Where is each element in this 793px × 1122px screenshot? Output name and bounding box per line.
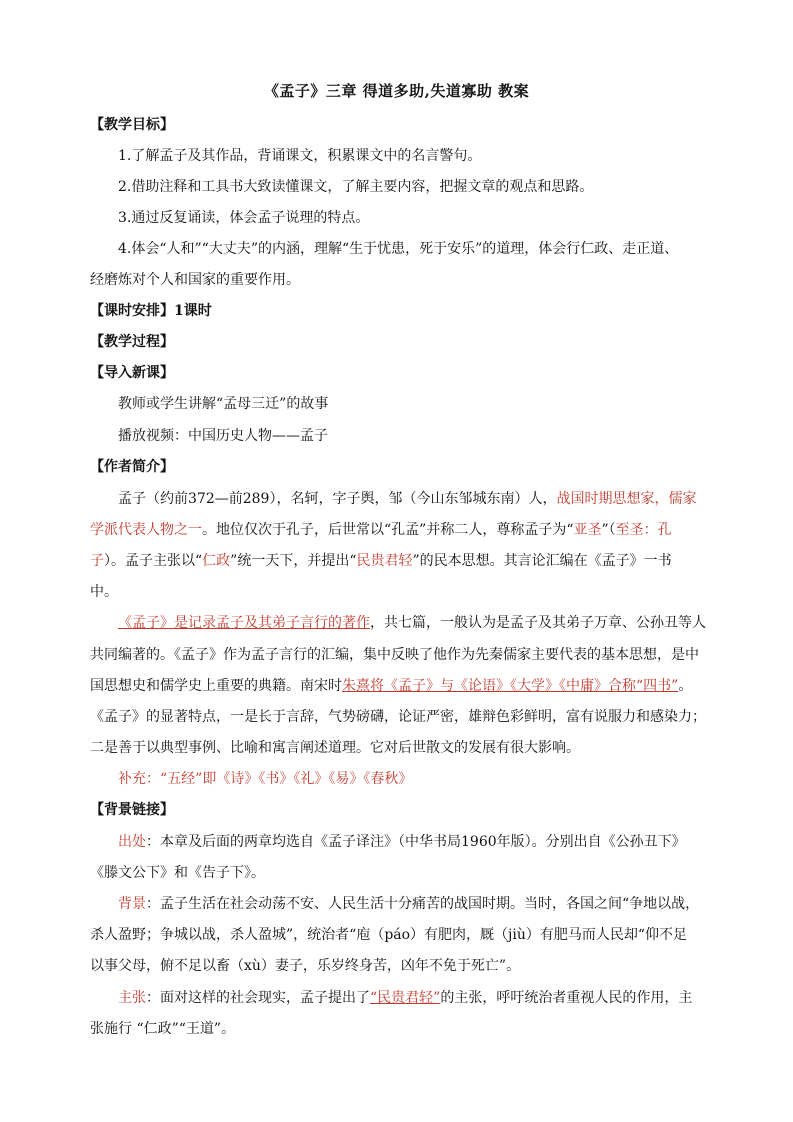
schedule-heading: 【课时安排】 bbox=[90, 303, 174, 319]
author-paragraph-line bbox=[90, 522, 700, 538]
author-text: 。地位仅次于孔子，后世常以“孔孟”并称二人，尊称孟子为“ bbox=[202, 522, 574, 538]
work-paragraph-line: 《孟子》的显著特点，一是长于言辞，气势磅礴，论证严密，雄辩色彩鲜明，富有说服力和感染力； bbox=[90, 709, 706, 725]
claim-label: 主张 bbox=[118, 990, 146, 1006]
background-line: 以事父母，俯不足以畜（xù）妻子，乐岁终身苦，凶年不免于死亡”。 bbox=[90, 958, 521, 974]
work-highlight: 《孟子》是记录孟子及其弟子言行的著作 bbox=[118, 615, 370, 631]
claim-line: 张施行 “仁政”“王道”。 bbox=[90, 1021, 236, 1037]
author-text: 孟子（约前372—前289），名轲，字子舆，邹（今山东邹城东南）人， bbox=[118, 491, 557, 507]
author-highlight: 民贵君轻 bbox=[356, 553, 413, 569]
author-paragraph-line: 中。 bbox=[90, 584, 118, 600]
author-text: ）。孟子主张以“ bbox=[104, 553, 203, 569]
author-highlight: 至圣：孔 bbox=[615, 522, 672, 538]
author-highlight: 仁政 bbox=[202, 553, 231, 569]
work-paragraph-line: 共同编著的。《孟子》作为孟子言行的汇编，集中反映了他作为先秦儒家主要代表的基本思想，是中 bbox=[90, 647, 699, 663]
background-line: 杀人盈野；争城以战，杀人盈城”，统治者“庖（páo）有肥肉，厩（jiù）有肥马而人民却“仰不足 bbox=[90, 927, 688, 943]
intro-line: 播放视频：中国历史人物——孟子 bbox=[118, 428, 328, 444]
source-line bbox=[118, 834, 728, 850]
author-text: ”的民本思想。其言论汇编在《孟子》一书 bbox=[412, 553, 672, 569]
work-paragraph-line: 二是善于以典型事例、比喻和寓言阐述道理。它对后世散文的发展有很大影响。 bbox=[90, 740, 580, 756]
objective-item-continued: 经磨炼对个人和国家的重要作用。 bbox=[90, 272, 300, 288]
document-title: 《孟子》三章 得道多助,失道寡助 教案 bbox=[263, 82, 530, 100]
supplement-note: 补充：“五经”即《诗》《书》《礼》《易》《春秋》 bbox=[118, 771, 413, 787]
source-label: 出处 bbox=[118, 834, 146, 850]
author-highlight: 子 bbox=[90, 553, 104, 569]
work-text: 国思想史和儒学史上重要的典籍。南宋时 bbox=[90, 678, 342, 694]
intro-heading: 【导入新课】 bbox=[90, 365, 174, 381]
background-label: 背景 bbox=[118, 896, 146, 912]
claim-text: 的主张，呼吁统治者重视人民的作用，主 bbox=[440, 990, 693, 1006]
claim-line bbox=[118, 990, 728, 1006]
author-heading: 【作者简介】 bbox=[90, 459, 174, 475]
intro-line: 教师或学生讲解“孟母三迁”的故事 bbox=[118, 396, 329, 412]
schedule-line bbox=[90, 303, 700, 319]
schedule-value: 1课时 bbox=[174, 303, 212, 319]
claim-highlight: “民贵君轻” bbox=[370, 990, 441, 1006]
author-highlight: 战国时期思想家，儒家 bbox=[556, 491, 697, 507]
work-highlight: 朱熹将《孟子》与《论语》《大学》《中庸》合称“四书” bbox=[342, 678, 679, 694]
objectives-heading: 【教学目标】 bbox=[90, 117, 174, 133]
background-line bbox=[118, 896, 728, 912]
objective-item: 3.通过反复诵读，体会孟子说理的特点。 bbox=[118, 210, 370, 226]
process-heading: 【教学过程】 bbox=[90, 334, 174, 350]
author-highlight: 亚圣 bbox=[573, 522, 602, 538]
source-text: ：本章及后面的两章均选自《孟子译注》（中华书局1960年版）。分别出自《公孙丑下》 bbox=[146, 834, 686, 850]
source-line: 《滕文公下》和《告子下》。 bbox=[90, 865, 265, 881]
work-text: ，共七篇，一般认为是孟子及其弟子万章、公孙丑等人 bbox=[370, 615, 706, 631]
author-text: ”（ bbox=[601, 522, 616, 538]
work-paragraph-line bbox=[90, 678, 700, 694]
work-paragraph-line bbox=[118, 615, 728, 631]
author-paragraph-line bbox=[90, 553, 700, 569]
objective-item: 1.了解孟子及其作品，背诵课文，积累课文中的名言警句。 bbox=[118, 148, 482, 164]
objective-item: 4.体会“人和”“大丈夫”的内涵，理解“生于忧患，死于安乐”的道理，体会行仁政、走正道、 bbox=[118, 241, 679, 257]
author-paragraph-line bbox=[118, 491, 728, 507]
background-heading: 【背景链接】 bbox=[90, 802, 174, 818]
background-text: ：孟子生活在社会动荡不安、人民生活十分痛苦的战国时期。当时，各国之间“争地以战， bbox=[146, 896, 700, 912]
objective-item: 2.借助注释和工具书大致读懂课文，了解主要内容，把握文章的观点和思路。 bbox=[118, 179, 594, 195]
claim-text: ：面对这样的社会现实，孟子提出了 bbox=[146, 990, 370, 1006]
work-text: 。 bbox=[678, 678, 693, 694]
author-highlight: 学派代表人物之一 bbox=[90, 522, 202, 538]
author-text: ”统一天下，并提出“ bbox=[230, 553, 357, 569]
